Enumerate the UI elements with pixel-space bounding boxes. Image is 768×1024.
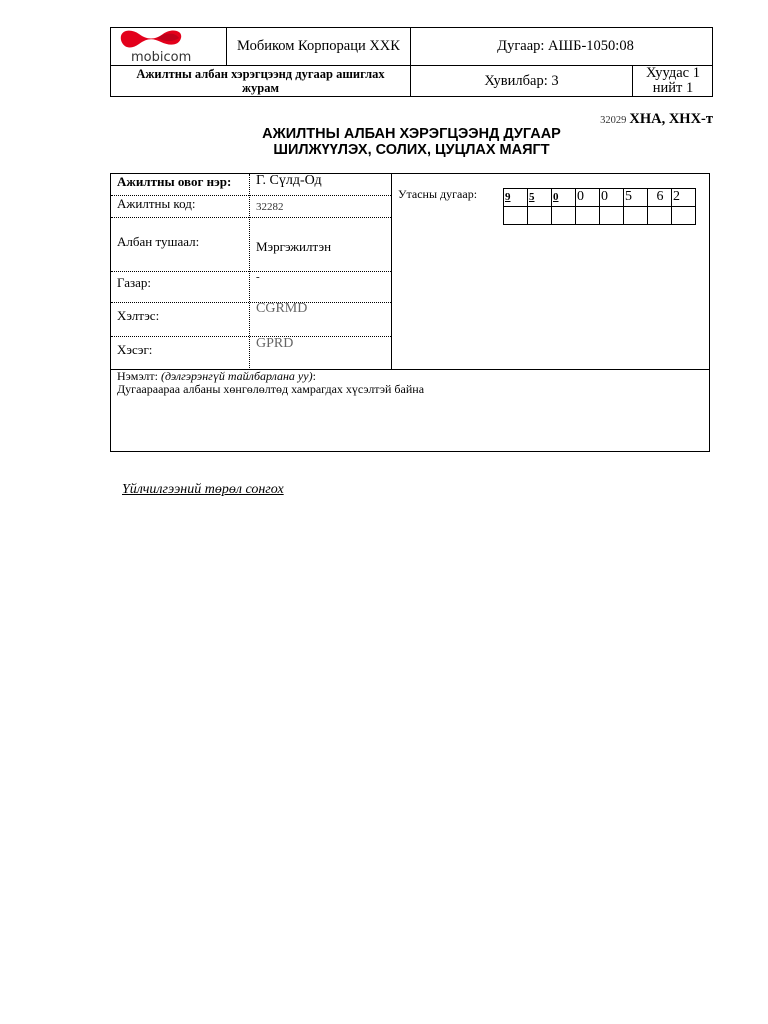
- position-value: Мэргэжилтэн: [256, 239, 332, 254]
- phone-cell-empty[interactable]: [600, 207, 624, 225]
- page-total: нийт 1: [652, 80, 694, 96]
- divider: [249, 174, 250, 370]
- phone-digit[interactable]: 5: [528, 189, 552, 207]
- page-number: Хуудас 1: [646, 65, 700, 81]
- employee-name-label: Ажилтны овог нэр:: [117, 174, 232, 189]
- place-value: -: [256, 271, 260, 283]
- position-label: Албан тушаал:: [117, 234, 200, 249]
- section-label: Хэсэг:: [117, 342, 153, 357]
- divider: [111, 302, 391, 303]
- phone-cell-empty[interactable]: [672, 207, 696, 225]
- phone-digit[interactable]: 0: [576, 189, 600, 207]
- document-number: Дугаар: АШБ-1050:08: [497, 38, 634, 54]
- phone-number-label: Утасны дугаар:: [398, 187, 478, 201]
- select-service-type-link[interactable]: Үйлчилгээний төрөл сонгох: [122, 482, 284, 497]
- note-text[interactable]: Дугаараараа албаны хөнгөлөлтөд хамрагдах хүсэлтэй байна: [117, 382, 425, 396]
- version-label: Хувилбар: 3: [484, 72, 559, 89]
- phone-digit[interactable]: 5: [624, 189, 648, 207]
- employee-code-label: Ажилтны код:: [117, 196, 196, 211]
- phone-cell-empty[interactable]: [648, 207, 672, 225]
- divider: [391, 174, 392, 370]
- phone-cell-empty[interactable]: [624, 207, 648, 225]
- page-info: [633, 66, 713, 96]
- form-title-line1: АЖИЛТНЫ АЛБАН ХЭРЭГЦЭЭНД ДУГААР: [262, 126, 561, 142]
- division-value: CGRMD: [256, 301, 308, 316]
- procedure-title: Ажилтны албан хэрэгцээнд дугаар ашиглах журам: [136, 67, 385, 95]
- divider: [111, 336, 391, 337]
- form-title-line2: ШИЛЖҮҮЛЭХ, СОЛИХ, ЦУЦЛАХ МАЯГТ: [273, 142, 550, 158]
- phone-digit[interactable]: 0: [552, 189, 576, 207]
- divider: [111, 217, 391, 218]
- phone-digit[interactable]: 0: [600, 189, 624, 207]
- phone-digit[interactable]: 6: [648, 189, 672, 207]
- employee-name-value: Г. Сүлд-Од: [256, 173, 322, 188]
- note-hint: (дэлгэрэнгүй тайлбарлана уу): [160, 369, 313, 383]
- form-title: [110, 126, 713, 158]
- phone-digit[interactable]: 2: [672, 189, 696, 207]
- division-label: Хэлтэс:: [117, 308, 160, 323]
- reference-number: 32029: [600, 115, 627, 126]
- phone-number-grid: [503, 188, 696, 225]
- document-header: [110, 27, 713, 97]
- section-value: GPRD: [256, 336, 294, 351]
- phone-cell-empty[interactable]: [576, 207, 600, 225]
- phone-cell-empty[interactable]: [528, 207, 552, 225]
- phone-digit[interactable]: 9: [504, 189, 528, 207]
- reference-recipient: ХНА, ХНХ-т: [629, 111, 713, 127]
- company-name: Мобиком Корпораци ХХК: [237, 38, 400, 54]
- phone-digits-row: [504, 189, 696, 207]
- place-label: Газар:: [117, 275, 151, 290]
- note-section: [117, 370, 424, 396]
- phone-cell-empty[interactable]: [504, 207, 528, 225]
- phone-cell-empty[interactable]: [552, 207, 576, 225]
- logo-text: mobicom: [131, 50, 192, 65]
- employee-form: [110, 173, 710, 452]
- employee-code-value: 32282: [256, 201, 284, 213]
- phone-empty-row: [504, 207, 696, 225]
- note-label: Нэмэлт:: [117, 369, 158, 383]
- note-colon: :: [312, 369, 316, 383]
- mobicom-logo: [111, 28, 226, 66]
- divider: [111, 271, 391, 272]
